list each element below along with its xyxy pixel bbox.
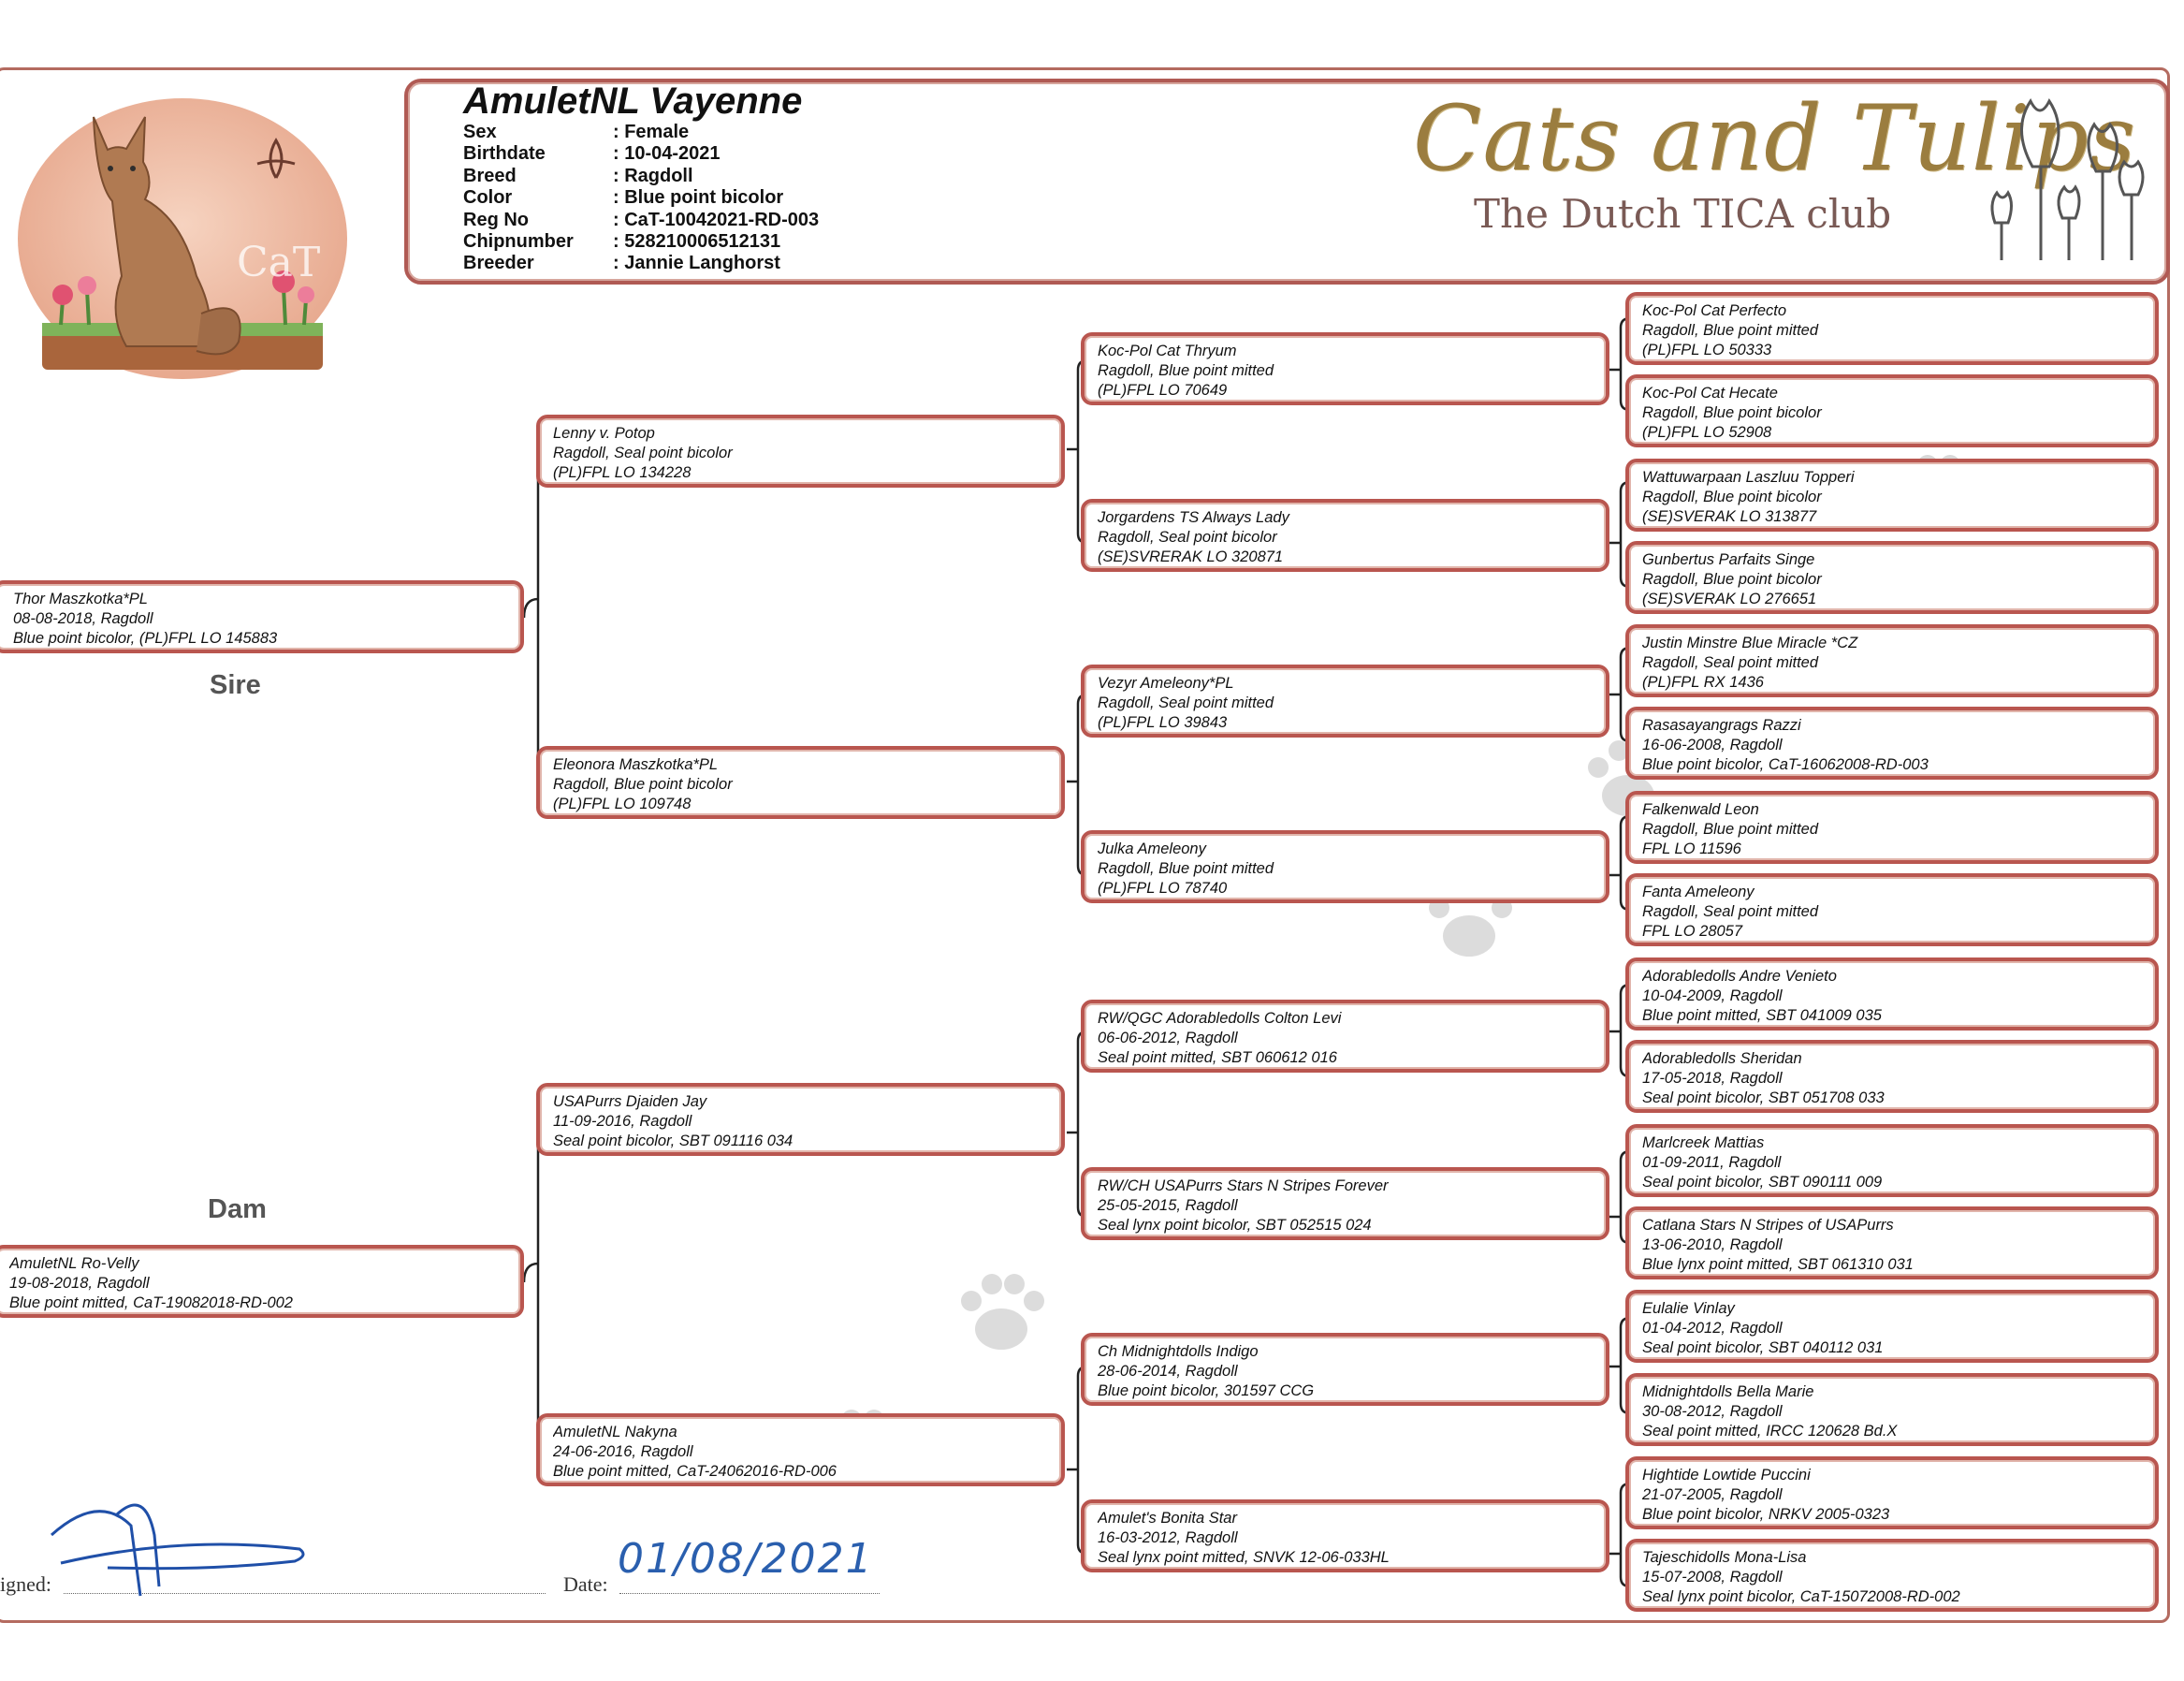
pedigree-box-grandparent: Eleonora Maszkotka*PL Ragdoll, Blue point bicolor (PL)FPL LO 109748 [536, 746, 1065, 819]
info-row-birthdate: Birthdate : 10-04-2021 [463, 143, 721, 165]
date-label: Date: [563, 1572, 608, 1596]
pedigree-box-gg-grandparent: Koc-Pol Cat Hecate Ragdoll, Blue point bicolor (PL)FPL LO 52908 [1625, 374, 2159, 447]
pedigree-box-gg-grandparent: Catlana Stars N Stripes of USAPurrs 13-06-2010, Ragdoll Blue lynx point mitted, SBT 061310 031 [1625, 1206, 2159, 1279]
signed-label: igned: [0, 1572, 51, 1596]
info-row-color: Color : Blue point bicolor [463, 187, 784, 209]
pedigree-box-gg-grandparent: Adorabledolls Andre Venieto 10-04-2009, Ragdoll Blue point mitted, SBT 041009 035 [1625, 957, 2159, 1031]
pedigree-box-gg-grandparent: Gunbertus Parfaits Singe Ragdoll, Blue point bicolor (SE)SVERAK LO 276651 [1625, 541, 2159, 614]
pedigree-box-great-grandparent: Amulet's Bonita Star 16-03-2012, Ragdoll Seal lynx point mitted, SNVK 12-06-033HL [1081, 1499, 1609, 1572]
pedigree-box-gg-grandparent: Adorabledolls Sheridan 17-05-2018, Ragdoll Seal point bicolor, SBT 051708 033 [1625, 1040, 2159, 1113]
club-subtitle: The Dutch TICA club [1474, 191, 1892, 237]
date-value: 01/08/2021 [618, 1535, 874, 1583]
cat-name: AmuletNL Vayenne [463, 80, 803, 122]
club-title: Cats and Tulips [1413, 86, 2137, 191]
info-row-chipnumber: Chipnumber : 528210006512131 [463, 230, 781, 252]
dam-label: Dam [208, 1194, 267, 1224]
pedigree-box-great-grandparent: RW/QGC Adorabledolls Colton Levi 06-06-2012, Ragdoll Seal point mitted, SBT 060612 016 [1081, 1000, 1609, 1073]
date-line [619, 1593, 880, 1594]
info-row-breed: Breed : Ragdoll [463, 165, 693, 186]
pedigree-box-great-grandparent: Jorgardens TS Always Lady Ragdoll, Seal point bicolor (SE)SVRERAK LO 320871 [1081, 499, 1609, 572]
pedigree-box-great-grandparent: Koc-Pol Cat Thryum Ragdoll, Blue point mitted (PL)FPL LO 70649 [1081, 332, 1609, 405]
pedigree-box-gg-grandparent: Marlcreek Mattias 01-09-2011, Ragdoll Seal point bicolor, SBT 090111 009 [1625, 1124, 2159, 1197]
pedigree-box-gg-grandparent: Falkenwald Leon Ragdoll, Blue point mitted FPL LO 11596 [1625, 791, 2159, 864]
pedigree-box-grandparent: USAPurrs Djaiden Jay 11-09-2016, Ragdoll Seal point bicolor, SBT 091116 034 [536, 1083, 1065, 1156]
pedigree-box-great-grandparent: RW/CH USAPurrs Stars N Stripes Forever 25-05-2015, Ragdoll Seal lynx point bicolor, SBT 052515 024 [1081, 1167, 1609, 1240]
logo-text: CaT [237, 239, 321, 286]
sire-label: Sire [210, 670, 261, 700]
pedigree-box-gg-grandparent: Koc-Pol Cat Perfecto Ragdoll, Blue point mitted (PL)FPL LO 50333 [1625, 292, 2159, 365]
pedigree-box-gg-grandparent: Fanta Ameleony Ragdoll, Seal point mitted FPL LO 28057 [1625, 873, 2159, 946]
pedigree-box-dam: AmuletNL Ro-Velly 19-08-2018, Ragdoll Blue point mitted, CaT-19082018-RD-002 [0, 1245, 524, 1318]
pedigree-box-gg-grandparent: Midnightdolls Bella Marie 30-08-2012, Ragdoll Seal point mitted, IRCC 120628 Bd.X [1625, 1373, 2159, 1446]
pedigree-box-great-grandparent: Julka Ameleony Ragdoll, Blue point mitted (PL)FPL LO 78740 [1081, 830, 1609, 903]
pedigree-box-gg-grandparent: Justin Minstre Blue Miracle *CZ Ragdoll, Seal point mitted (PL)FPL RX 1436 [1625, 624, 2159, 697]
info-row-sex: Sex : Female [463, 122, 690, 142]
pedigree-box-grandparent: Lenny v. Potop Ragdoll, Seal point bicolor (PL)FPL LO 134228 [536, 415, 1065, 488]
pedigree-box-great-grandparent: Vezyr Ameleony*PL Ragdoll, Seal point mitted (PL)FPL LO 39843 [1081, 665, 1609, 738]
signature-mark [42, 1498, 313, 1610]
pedigree-box-gg-grandparent: Rasasayangrags Razzi 16-06-2008, Ragdoll Blue point bicolor, CaT-16062008-RD-003 [1625, 707, 2159, 780]
info-row-breeder: Breeder : Jannie Langhorst [463, 253, 780, 274]
pedigree-box-gg-grandparent: Hightide Lowtide Puccini 21-07-2005, Ragdoll Blue point bicolor, NRKV 2005-0323 [1625, 1456, 2159, 1529]
info-row-regno: Reg No : CaT-10042021-RD-003 [463, 209, 820, 230]
pedigree-box-gg-grandparent: Wattuwarpaan Laszluu Topperi Ragdoll, Blue point bicolor (SE)SVERAK LO 313877 [1625, 459, 2159, 532]
pedigree-box-gg-grandparent: Eulalie Vinlay 01-04-2012, Ragdoll Seal point bicolor, SBT 040112 031 [1625, 1290, 2159, 1363]
pedigree-box-sire: Thor Maszkotka*PL 08-08-2018, Ragdoll Blue point bicolor, (PL)FPL LO 145883 [0, 580, 524, 653]
pedigree-box-great-grandparent: Ch Midnightdolls Indigo 28-06-2014, Ragdoll Blue point bicolor, 301597 CCG [1081, 1333, 1609, 1406]
pedigree-box-gg-grandparent: Tajeschidolls Mona-Lisa 15-07-2008, Ragdoll Seal lynx point bicolor, CaT-15072008-RD-002 [1625, 1539, 2159, 1612]
pedigree-box-grandparent: AmuletNL Nakyna 24-06-2016, Ragdoll Blue point mitted, CaT-24062016-RD-006 [536, 1413, 1065, 1486]
